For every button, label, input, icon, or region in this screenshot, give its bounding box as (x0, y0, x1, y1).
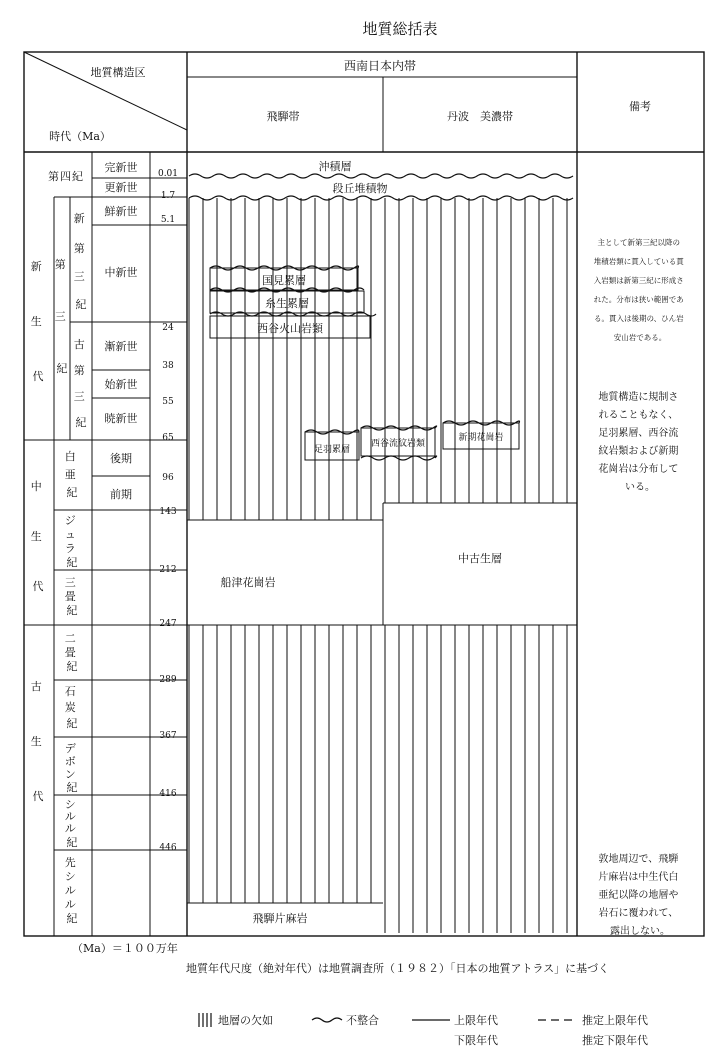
era-cenozoic: 新 生 代 (30, 260, 44, 383)
epoch-labels (105, 160, 138, 501)
age-0-01: 0.01 (157, 169, 179, 179)
age-143: 143 (159, 507, 177, 517)
unit-hida-gneiss: 飛騨片麻岩 (252, 912, 308, 925)
legend-wavy-symbol (312, 1018, 342, 1022)
age-38: 38 (162, 361, 174, 371)
age-367: 367 (159, 731, 177, 741)
age-24: 24 (162, 323, 174, 333)
note-intrusives: 主として新第三紀以降の 堆積岩類に貫入している貫 入岩類は新第三紀に形成さ れた。分布は狭い範囲であ る。貫入は後期の、ひん岩 安山岩である。 (593, 238, 684, 342)
epoch-holocene: 完新世 (104, 161, 138, 174)
age-5-1: 5.1 (160, 215, 176, 225)
epoch-pliocene: 鮮新世 (104, 205, 138, 218)
era-mesozoic: 中 生 代 (30, 480, 44, 593)
legend-hatch-symbol (199, 1013, 211, 1027)
epoch-oligocene: 漸新世 (104, 340, 138, 353)
age-212: 212 (159, 565, 177, 575)
period-triassic: 三 畳 紀 (64, 576, 78, 617)
unit-chuko: 中古生層 (458, 552, 502, 565)
period-devonian: デ ボ ン 紀 (64, 742, 78, 794)
period-tertiary: 第 三 紀 (54, 258, 68, 375)
age-65: 65 (162, 433, 174, 443)
notes-column (594, 237, 686, 937)
legend-est-lower-label: 推定下限年代 (582, 1034, 648, 1047)
unit-nishiya-volcanics: 西谷火山岩類 (257, 322, 323, 335)
corner-age-label: 時代（Ma） (49, 130, 111, 143)
era-labels (31, 260, 46, 803)
legend-hiatus-label: 地層の欠如 (218, 1014, 273, 1027)
era-paleozoic: 古 生 代 (30, 680, 44, 803)
period-paleogene: 古 第 三 紀 (73, 338, 87, 429)
epoch-late-cretaceous: 後期 (110, 452, 132, 465)
legend-lower-label: 下限年代 (454, 1034, 498, 1047)
zone-main-label: 西南日本内帯 (343, 59, 417, 73)
footer-source-note: 地質年代尺度（絶対年代）は地質調査所（１９８２）「日本の地質アトラス」に基づく (186, 962, 610, 975)
zone-hida-label: 飛騨帯 (266, 110, 300, 123)
period-pre-silurian: 先 シ ル ル 紀 (64, 856, 78, 925)
period-permian: 二 畳 紀 (64, 632, 78, 673)
unit-kunimi: 国見累層 (262, 274, 306, 287)
period-quaternary: 第 四 紀 (48, 170, 83, 183)
age-96: 96 (162, 473, 174, 483)
unit-late-granite: 新期花崗岩 (458, 433, 504, 443)
unit-alluvium: 沖積層 (318, 160, 352, 173)
unit-itoo: 糸生累層 (265, 297, 309, 310)
period-carboniferous: 石 炭 紀 (64, 685, 78, 730)
age-446: 446 (159, 843, 177, 853)
corner-structure-label: 地質構造区 (90, 66, 146, 79)
age-55: 55 (162, 397, 174, 407)
epoch-miocene: 中新世 (104, 266, 138, 279)
period-jurassic: ジ ュ ラ 紀 (64, 514, 78, 569)
age-289: 289 (159, 675, 177, 685)
period-cretaceous: 白 亜 紀 (64, 450, 78, 499)
unit-nishiya-rhyolite: 西谷流紋岩類 (370, 439, 426, 449)
unit-terrace: 段丘堆積物 (332, 182, 388, 195)
epoch-paleocene: 暁新世 (104, 412, 138, 425)
page-title: 地質総括表 (362, 20, 438, 38)
zone-tanba-label: 丹波 美濃帯 (447, 110, 513, 123)
legend-est-upper-label: 推定上限年代 (582, 1014, 648, 1027)
legend (199, 1013, 648, 1047)
age-416: 416 (159, 789, 177, 799)
epoch-eocene: 始新世 (104, 378, 138, 391)
legend-upper-label: 上限年代 (454, 1014, 498, 1027)
unit-funatsu-granite: 船津花崗岩 (220, 576, 276, 589)
legend-unconformity-label: 不整合 (346, 1014, 379, 1027)
notes-header: 備考 (629, 100, 651, 113)
note-distribution: 地質構造に規制さ れることもなく、 足羽累層、西谷流 紋岩類および新期 花崗岩は分布して いる。 (598, 392, 679, 493)
period-silurian: シ ル ル 紀 (64, 798, 78, 849)
age-247: 247 (159, 619, 177, 629)
epoch-early-cretaceous: 前期 (110, 488, 132, 501)
epoch-pleistocene: 更新世 (104, 181, 138, 194)
period-neogene: 新 第 三 紀 (73, 212, 87, 311)
note-hida-gneiss: 敦地周辺で、飛騨 片麻岩は中生代白 亜紀以降の地層や 岩石に覆われて、 露出しない。 (598, 854, 679, 937)
footer-ma-note: （Ma）＝１００万年 (72, 942, 178, 955)
age-labels (158, 169, 178, 853)
unit-ashiba: 足羽累層 (313, 445, 351, 455)
age-1-7: 1.7 (160, 191, 176, 201)
